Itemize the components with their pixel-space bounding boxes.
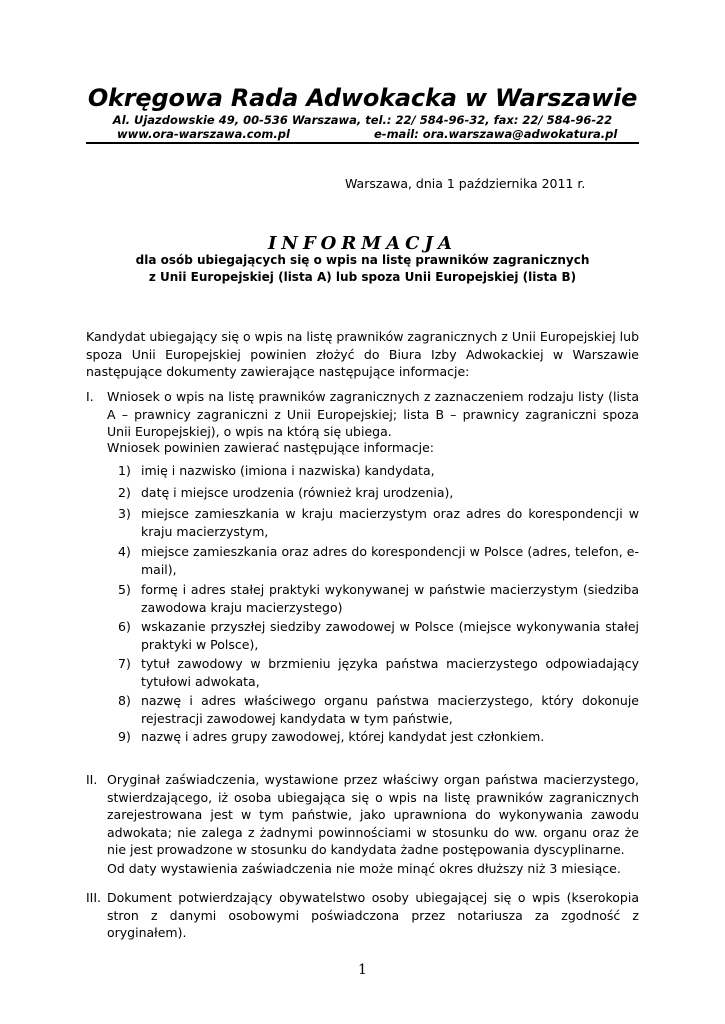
header-divider	[86, 142, 639, 144]
list-item-text: tytuł zawodowy w brzmieniu języka państwa macierzystego odpowiadający tytułowi adwokata,	[141, 656, 639, 689]
list-item-text: nazwę i adres grupy zawodowej, której kandydat jest członkiem.	[141, 729, 545, 744]
section-1-text: Wniosek o wpis na listę prawników zagranicznych z zaznaczeniem rodzaju listy (lista A – prawnicy zagraniczni z Unii Europejskiej; lista B – prawnicy zagraniczni spoza Unii Europejskiej), o wpis na którą się ubiega.	[107, 389, 639, 439]
section-3-text: Dokument potwierdzający obywatelstwo osoby ubiegającej się o wpis (kserokopia stron z danymi osobowymi poświadczona przez notariusza za zgodność z oryginałem).	[107, 890, 639, 940]
date-line: Warszawa, dnia 1 października 2011 r.	[345, 176, 586, 191]
list-item-number: 8)	[118, 693, 131, 708]
section-1-marker: I.	[86, 389, 94, 404]
subtitle-line-2: z Unii Europejskiej (lista A) lub spoza Unii Europejskiej (lista B)	[148, 270, 577, 284]
organization-website: www.ora-warszawa.com.pl	[117, 127, 290, 141]
list-item-text: miejsce zamieszkania oraz adres do korespondencji w Polsce (adres, telefon, e-mail),	[141, 544, 639, 577]
section-2-marker: II.	[86, 772, 98, 787]
organization-address: Al. Ujazdowskie 49, 00-536 Warszawa, tel.: 22/ 584-96-32, fax: 22/ 584-96-22	[112, 113, 613, 127]
list-item-text: nazwę i adres właściwego organu państwa macierzystego, który dokonuje rejestracji zawodowej kandydata w tym państwie,	[141, 693, 639, 726]
section-2-note: Od daty wystawienia zaświadczenia nie może minąć okres dłuższy niż 3 miesiące.	[107, 861, 621, 876]
list-item-text: imię i nazwisko (imiona i nazwiska) kandydata,	[141, 463, 435, 478]
document-title: INFORMACJA	[268, 233, 457, 254]
organization-email: e-mail: ora.warszawa@adwokatura.pl	[374, 127, 618, 141]
section-2-text: Oryginał zaświadczenia, wystawione przez właściwy organ państwa macierzystego, stwierdzającego, iż osoba ubiegająca się o wpis na listę prawników zagranicznych zarejestrowana jest w tym państwie, jako uprawniona do wykonywania zawodu adwokata; nie zalega z żadnymi powinnościami w stosunku do ww. organu oraz że nie jest prowadzone w stosunku do kandydata żadne postępowania dyscyplinarne.	[107, 772, 639, 857]
list-item-number: 5)	[118, 582, 131, 597]
list-item-number: 9)	[118, 729, 131, 744]
list-item-number: 2)	[118, 485, 131, 500]
list-item-number: 3)	[118, 506, 131, 521]
organization-name: Okręgowa Rada Adwokacka w Warszawie	[87, 84, 638, 112]
list-item-number: 7)	[118, 656, 131, 671]
list-item-text: wskazanie przyszłej siedziby zawodowej w Polsce (miejsce wykonywania stałej praktyki w Polsce),	[141, 619, 639, 652]
list-item-text: formę i adres stałej praktyki wykonywanej w państwie macierzystym (siedziba zawodowa kraju macierzystego)	[141, 582, 639, 615]
list-item-number: 1)	[118, 463, 131, 478]
list-item-text: datę i miejsce urodzenia (również kraj urodzenia),	[141, 485, 454, 500]
section-1-lead: Wniosek powinien zawierać następujące informacje:	[107, 440, 434, 455]
list-item-number: 4)	[118, 544, 131, 559]
list-item-text: miejsce zamieszkania w kraju macierzystym oraz adres do korespondencji w kraju macierzystym,	[141, 506, 639, 539]
section-3-marker: III.	[86, 890, 102, 905]
list-item-number: 6)	[118, 619, 131, 634]
intro-paragraph: Kandydat ubiegający się o wpis na listę prawników zagranicznych z Unii Europejskiej lub spoza Unii Europejskiej powinien złożyć do Biura Izby Adwokackiej w Warszawie następujące dokumenty zawierające następujące informacje:	[86, 329, 639, 379]
subtitle-line-1: dla osób ubiegających się o wpis na listę prawników zagranicznych	[135, 253, 590, 267]
page-number: 1	[358, 962, 367, 978]
